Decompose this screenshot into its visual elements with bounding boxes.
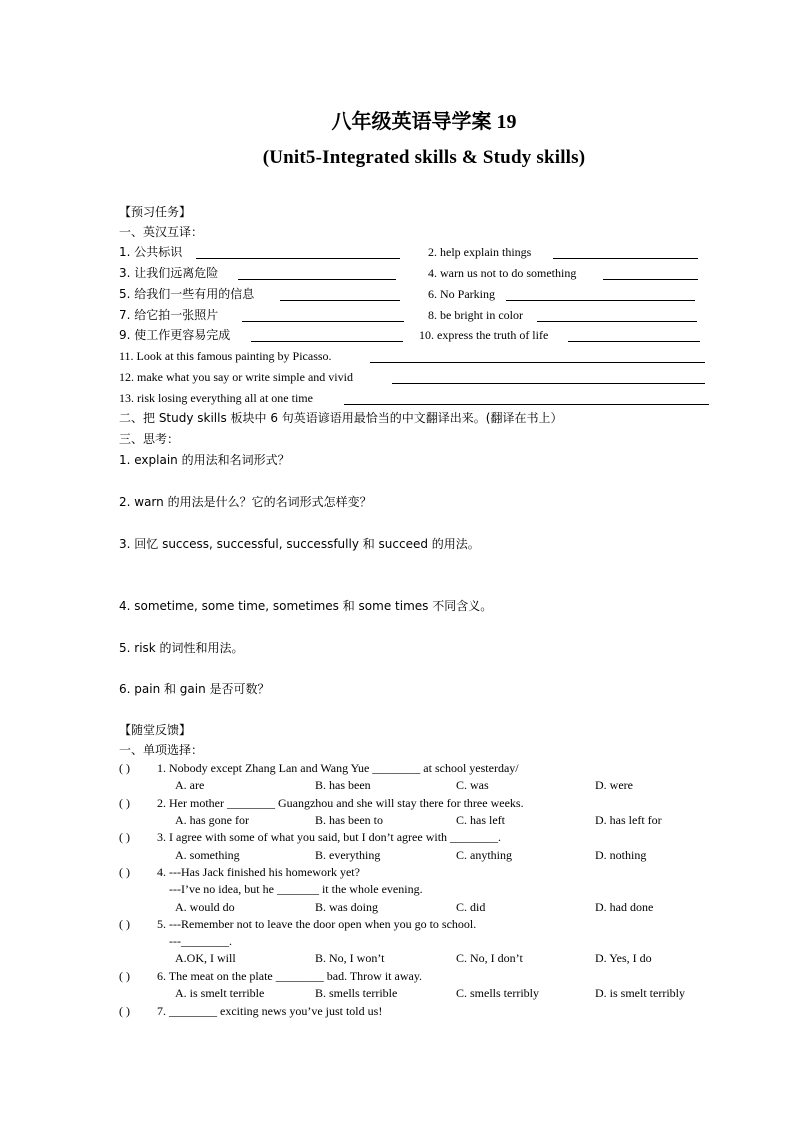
question-4: 4. ---Has Jack finished his homework yet? [157,865,360,879]
think-question-4: 4. sometime, some time, sometimes 和 some times 不同含义。 [119,599,493,613]
answer-blank-4[interactable] [603,279,698,280]
answer-blank-7[interactable] [242,321,404,322]
answer-blank-8[interactable] [537,321,697,322]
page-title: 八年级英语导学案 19 [331,111,517,133]
answer-blank-3[interactable] [238,279,396,280]
q6-option-a[interactable]: A. is smelt terrible [175,986,265,1000]
translation-item-4: 4. warn us not to do something [428,266,577,280]
q1-option-b[interactable]: B. has been [315,778,371,792]
q2-option-d[interactable]: D. has left for [595,813,662,827]
q5-option-d[interactable]: D. Yes, I do [595,951,652,965]
q4-option-d[interactable]: D. had done [595,900,654,914]
question-7: 7. ________ exciting news you’ve just told us! [157,1004,383,1018]
feedback-section-1-heading: 一、单项选择： [119,743,204,757]
question-6: 6. The meat on the plate ________ bad. Throw it away. [157,969,423,983]
translation-item-3: 3. 让我们远离危险 [119,266,219,280]
question-5-line-2: ---________. [169,934,232,948]
q1-option-a[interactable]: A. are [175,778,205,792]
q2-option-b[interactable]: B. has been to [315,813,383,827]
preview-section-3-heading: 三、思考： [119,432,180,446]
page-subtitle: (Unit5-Integrated skills & Study skills) [262,147,586,168]
answer-blank-12[interactable] [392,383,705,384]
q4-option-a[interactable]: A. would do [175,900,235,914]
translation-item-1: 1. 公共标识 [119,245,183,259]
answer-paren[interactable]: ( ) [119,761,130,775]
answer-blank-5[interactable] [280,300,400,301]
answer-blank-13[interactable] [344,404,709,405]
translation-item-9: 9. 使工作更容易完成 [119,328,231,342]
q1-option-c[interactable]: C. was [456,778,489,792]
q5-option-a[interactable]: A.OK, I will [175,951,236,965]
q5-option-c[interactable]: C. No, I don’t [456,951,523,965]
q3-option-a[interactable]: A. something [175,848,240,862]
q4-option-c[interactable]: C. did [456,900,486,914]
q6-option-d[interactable]: D. is smelt terribly [595,986,685,1000]
think-question-6: 6. pain 和 gain 是否可数？ [119,682,270,696]
answer-paren[interactable]: ( ) [119,969,130,983]
q4-option-b[interactable]: B. was doing [315,900,378,914]
answer-paren[interactable]: ( ) [119,1004,130,1018]
q6-option-c[interactable]: C. smells terribly [456,986,539,1000]
think-question-5: 5. risk 的词性和用法。 [119,641,244,655]
answer-paren[interactable]: ( ) [119,796,130,810]
question-3: 3. I agree with some of what you said, but I don’t agree with ________. [157,830,502,844]
question-2: 2. Her mother ________ Guangzhou and she will stay there for three weeks. [157,796,524,810]
think-question-2: 2. warn 的用法是什么？它的名词形式怎样变？ [119,495,372,509]
q6-option-b[interactable]: B. smells terrible [315,986,398,1000]
answer-blank-11[interactable] [370,362,705,363]
answer-paren[interactable]: ( ) [119,917,130,931]
preview-header: 【预习任务】 [119,205,192,219]
q3-option-d[interactable]: D. nothing [595,848,647,862]
translation-item-12: 12. make what you say or write simple and vivid [119,370,353,384]
question-4-line-2: ---I’ve no idea, but he _______ it the whole evening. [169,882,423,896]
q5-option-b[interactable]: B. No, I won’t [315,951,385,965]
feedback-header: 【随堂反馈】 [119,723,192,737]
answer-blank-10[interactable] [568,341,700,342]
q3-option-b[interactable]: B. everything [315,848,381,862]
answer-paren[interactable]: ( ) [119,830,130,844]
answer-blank-9[interactable] [251,341,403,342]
translation-item-10: 10. express the truth of life [419,328,549,342]
q2-option-c[interactable]: C. has left [456,813,505,827]
translation-item-13: 13. risk losing everything all at one time [119,391,313,405]
answer-blank-2[interactable] [553,258,698,259]
translation-item-8: 8. be bright in color [428,308,523,322]
think-question-1: 1. explain 的用法和名词形式？ [119,453,290,467]
q2-option-a[interactable]: A. has gone for [175,813,249,827]
translation-item-7: 7. 给它拍一张照片 [119,308,219,322]
preview-section-2-heading: 二、把 Study skills 板块中 6 句英语谚语用最恰当的中文翻译出来。(翻译在书上） [119,411,563,425]
question-5: 5. ---Remember not to leave the door open when you go to school. [157,917,477,931]
translation-item-2: 2. help explain things [428,245,532,259]
preview-section-1-heading: 一、英汉互译： [119,225,204,239]
question-1: 1. Nobody except Zhang Lan and Wang Yue ________ at school yesterday/ [157,761,519,775]
translation-item-6: 6. No Parking [428,287,495,301]
translation-item-11: 11. Look at this famous painting by Picasso. [119,349,332,363]
think-question-3: 3. 回忆 success, successful, successfully 和 succeed 的用法。 [119,537,480,551]
q3-option-c[interactable]: C. anything [456,848,512,862]
answer-paren[interactable]: ( ) [119,865,130,879]
answer-blank-1[interactable] [196,258,400,259]
q1-option-d[interactable]: D. were [595,778,633,792]
translation-item-5: 5. 给我们一些有用的信息 [119,287,255,301]
answer-blank-6[interactable] [506,300,695,301]
